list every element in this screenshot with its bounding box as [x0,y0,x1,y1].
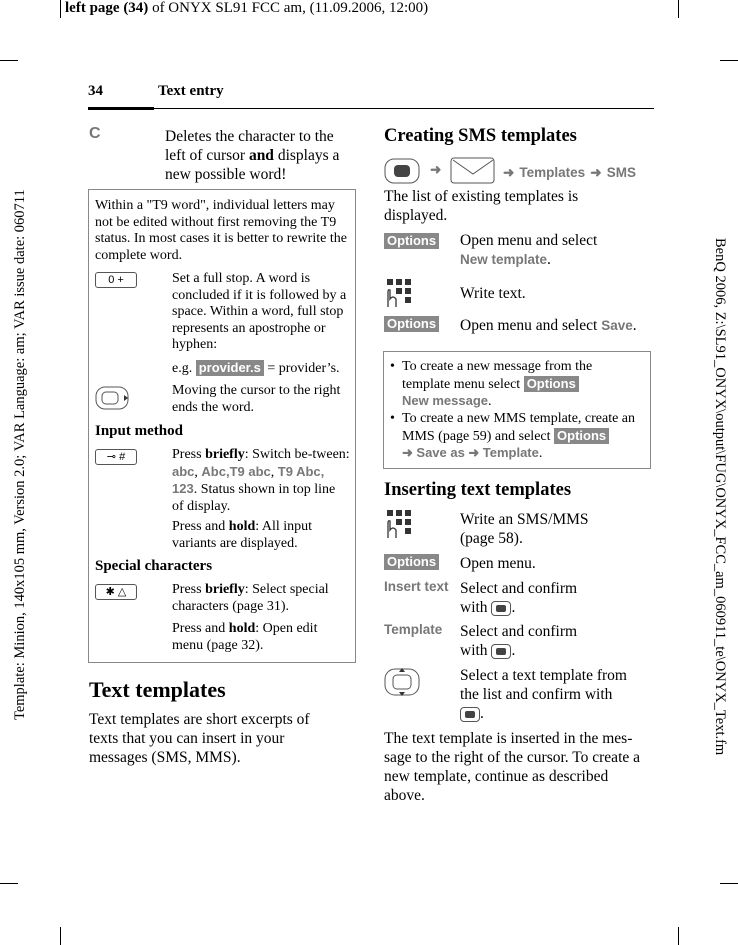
mode-t9-caps: T9 Abc, 123 [172,463,325,496]
keypad-icon [384,277,418,309]
menu-save: Save [601,318,633,333]
key-0-icon: 0 + [95,272,137,288]
mode-t9: Abc,T9 abc [201,463,271,479]
path-templates: Templates [519,165,586,180]
hash-key-icon: ⊸ # [95,449,137,465]
menu-new-message: New message [402,393,488,408]
list-text: The list of existing templates is displayed. [384,188,579,224]
print-header-source: of ONYX SL91 FCC am, (11.09.2006, 12:00) [148,0,429,16]
text-templates-body: Text templates are short excerpts of texts that you can insert in your messages (SMS, MMS). [89,711,310,766]
head-rule [88,108,654,109]
menu-template: Template [482,445,539,460]
menu-new-template: New template [460,252,548,267]
path-sms: SMS [606,165,636,180]
save-row: Open menu and select Save. [460,317,637,334]
special-hold-text: Press and hold: Open edit menu (page 32). [172,621,318,653]
options-softkey-5: Options [384,554,439,570]
fullstop-text: Set a full stop. A word is concluded if it is followed by a space. Within a word, full stop represents an apostrophe or hyphen: [172,271,347,352]
note-mms: To create a new MMS template, create an MMS (page 59) and select Options ➜ Save as ➜ Template. [402,411,636,461]
c-key-icon: C [89,125,101,142]
insert-text-row: Select and confirm with . [460,580,578,616]
c-key-text: Deletes the character to the left of cursor and displays a new possible word! [165,128,340,183]
special-brief-text: Press briefly: Select special characters (page 31). [172,582,329,614]
nav-updown-icon [384,667,420,697]
center-key-icon [491,644,511,659]
example-text: e.g. provider.s = provider’s. [172,360,340,376]
page-number: 34 [88,83,103,99]
softkey-provider: provider.s [196,360,264,376]
menu-save-as: Save as [416,445,465,460]
messages-envelope-icon [450,157,496,185]
section-title: Text entry [158,83,224,99]
input-hold-text: Press and hold: All input variants are displayed. [172,519,313,551]
text-templates-heading: Text templates [89,677,226,702]
special-chars-heading: Special characters [95,558,213,574]
new-template-row: Open menu and select New template. [460,232,598,268]
print-header [65,0,428,17]
input-method-heading: Input method [95,423,183,439]
template-label: Template [384,622,443,637]
side-template-info: Template: Minion, 140x105 mm, Version 2.0; VAR Language: am; VAR issue date: 060711 [12,189,28,720]
input-brief-text: Press briefly: Switch be-tween: abc, Abc,T9 abc, T9 Abc, 123. Status shown in top line of display. [172,447,350,514]
inserting-heading: Inserting text templates [384,480,572,500]
note-new-message: To create a new message from the template menu select Options New message. [402,359,593,409]
print-header-page: left page (34) [65,0,149,16]
inserting-footer: The text template is inserted in the mes-sage to the right of the cursor. To create a new template, continue as described above. [384,730,641,804]
select-template-row: Select a text template from the list and confirm with . [460,667,627,722]
write-sms-text: Write an SMS/MMS (page 58). [460,511,589,547]
mode-abc: abc [172,463,195,479]
t9-intro: Within a "T9 word", individual letters may not be edited without first removing the T9 status. In most cases it is better to rewrite the complete word. [95,198,347,263]
options-softkey: Options [384,233,439,249]
options-softkey-3: Options [524,376,579,392]
options-softkey-4: Options [554,428,609,444]
nav-right-icon [95,386,131,410]
cursor-text: Moving the cursor to the right ends the word. [172,383,341,415]
bullet: • [390,411,395,426]
arrow-icon: ➜ [430,162,442,177]
menu-key-icon [384,158,420,184]
center-key-icon [491,601,511,616]
template-row: Select and confirm with . [460,623,578,659]
write-text: Write text. [460,285,526,302]
path-breadcrumb: ➜ Templates ➜ SMS [503,165,636,180]
star-key-icon: ✱ △ [95,584,137,600]
open-menu-text: Open menu. [460,555,536,572]
side-file-path: BenQ 2006, Z:\SL91_ONYX\output\FUG\ONYX_FCC_am_060911_te\ONYX_Text.fm [712,238,728,756]
creating-heading: Creating SMS templates [384,126,577,146]
bullet: • [390,359,395,374]
center-key-icon [460,707,480,722]
keypad-icon [384,508,418,540]
options-softkey-2: Options [384,316,439,332]
insert-text-label: Insert text [384,579,449,594]
